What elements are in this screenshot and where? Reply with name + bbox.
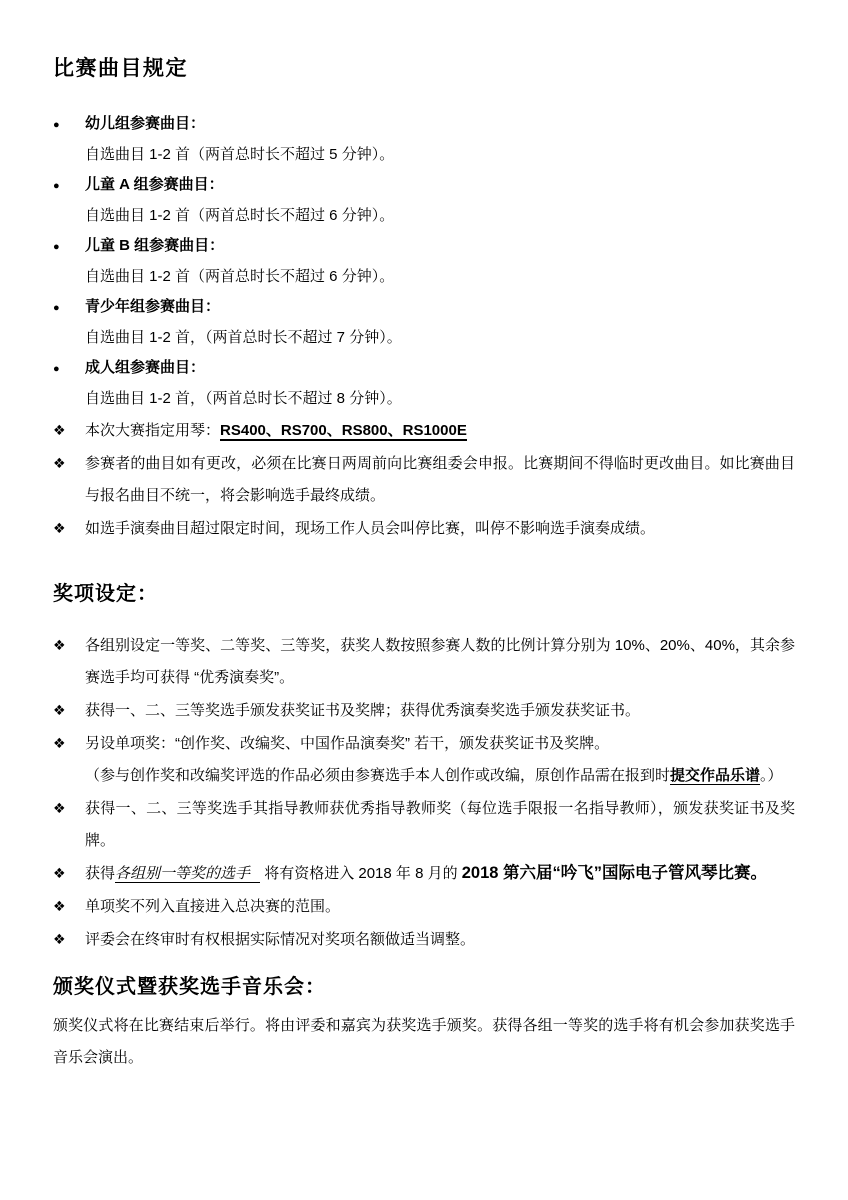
award-special-row — [53, 727, 795, 760]
note-designated-instruments — [53, 414, 795, 447]
note-text — [85, 415, 795, 447]
note-change-policy — [53, 447, 795, 512]
award-item-single-award — [53, 890, 795, 923]
award-text: 获得一、二、三等奖选手颁发获奖证书及奖牌；获得优秀演奏奖选手颁发获奖证书。 — [85, 702, 641, 719]
award-item-special — [53, 727, 795, 792]
bullet-diamond-icon: ❖ — [53, 520, 66, 536]
award-item-certificates — [53, 694, 795, 727]
group-item — [53, 231, 795, 292]
group-name: 青少年组参赛曲目： — [85, 298, 221, 315]
bullet-dot-icon: ● — [53, 119, 60, 131]
award-item-final-qualification — [53, 857, 795, 890]
group-detail: 自选曲目 1-2 首（两首总时长不超过 5 分钟）。 — [85, 146, 395, 163]
final-mid: 将有资格进入 2018 年 8 月的 — [260, 865, 462, 882]
page-title: 比赛曲目规定 — [53, 57, 188, 80]
award-text: 另设单项奖：“创作奖、改编奖、中国作品演奏奖” 若干，颁发获奖证书及奖牌。 — [85, 735, 610, 752]
ceremony-heading: 颁奖仪式暨获奖选手音乐会： — [53, 976, 326, 998]
award-special-note — [53, 760, 795, 792]
group-name-row — [53, 292, 795, 323]
note-text: 参赛者的曲目如有更改，必须在比赛日两周前向比赛组委会申报。比赛期间不得临时更改曲目。如比赛曲目与报名曲目不统一，将会影响选手最终成绩。 — [85, 455, 795, 504]
special-note-pre: （参与创作奖和改编奖评选的作品必须由参赛选手本人创作或改编，原创作品需在报到时 — [85, 767, 671, 784]
note-text: 如选手演奏曲目超过限定时间，现场工作人员会叫停比赛，叫停不影响选手演奏成绩。 — [85, 520, 656, 537]
award-text — [85, 857, 795, 890]
group-item — [53, 109, 795, 170]
awards-heading: 奖项设定： — [53, 583, 158, 605]
ceremony-body: 颁奖仪式将在比赛结束后举行。将由评委和嘉宾为获奖选手颁奖。获得各组一等奖的选手将有机会参加获奖选手音乐会演出。 — [53, 1017, 795, 1066]
group-name-row — [53, 353, 795, 384]
group-name-row — [53, 109, 795, 140]
group-name: 儿童 A 组参赛曲目： — [85, 176, 224, 193]
bullet-diamond-icon: ❖ — [53, 865, 66, 881]
bullet-dot-icon: ● — [53, 180, 60, 192]
award-text: 评委会在终审时有权根据实际情况对奖项名额做适当调整。 — [85, 931, 476, 948]
group-detail: 自选曲目 1-2 首（两首总时长不超过 6 分钟）。 — [85, 207, 395, 224]
bullet-diamond-icon: ❖ — [53, 637, 66, 653]
note-overtime-policy — [53, 512, 795, 545]
final-pre: 获得 — [85, 865, 116, 882]
award-text: 各组别设定一等奖、二等奖、三等奖，获奖人数按照参赛人数的比例计算分别为 10%、20%、40%，其余参赛选手均可获得 “优秀演奏奖”。 — [85, 637, 795, 686]
bullet-dot-icon: ● — [53, 302, 60, 314]
group-name-row — [53, 170, 795, 201]
bullet-dot-icon: ● — [53, 241, 60, 253]
group-detail: 自选曲目 1-2 首（两首总时长不超过 6 分钟）。 — [85, 268, 395, 285]
award-text: 单项奖不列入直接进入总决赛的范围。 — [85, 898, 341, 915]
bullet-diamond-icon: ❖ — [53, 735, 66, 751]
bullet-diamond-icon: ❖ — [53, 455, 66, 471]
designated-prefix: 本次大赛指定用琴： — [85, 422, 221, 439]
designated-models: RS400、RS700、RS800、RS1000E — [220, 422, 467, 439]
bullet-diamond-icon: ❖ — [53, 800, 66, 816]
group-name: 幼儿组参赛曲目： — [85, 115, 206, 132]
bullet-diamond-icon: ❖ — [53, 898, 66, 914]
group-item — [53, 170, 795, 231]
award-item-tiers — [53, 629, 795, 694]
bullet-diamond-icon: ❖ — [53, 702, 66, 718]
award-item-teacher — [53, 792, 795, 857]
first-prize-winners-emphasis: 各组别一等奖的选手 — [115, 865, 260, 883]
submit-score-emphasis: 提交作品乐谱 — [670, 767, 761, 784]
group-name: 儿童 B 组参赛曲目： — [85, 237, 225, 254]
group-name: 成人组参赛曲目： — [85, 359, 206, 376]
award-text: 获得一、二、三等奖选手其指导教师获优秀指导教师奖（每位选手限报一名指导教师），颁发获奖证书及奖牌。 — [85, 800, 795, 849]
bullet-diamond-icon: ❖ — [53, 422, 66, 438]
award-item-jury — [53, 923, 795, 956]
group-detail: 自选曲目 1-2 首，（两首总时长不超过 7 分钟）。 — [85, 329, 402, 346]
special-note-post: 。） — [760, 767, 783, 784]
group-list — [53, 109, 795, 414]
group-detail: 自选曲目 1-2 首，（两首总时长不超过 8 分钟）。 — [85, 390, 402, 407]
bullet-dot-icon: ● — [53, 363, 60, 375]
bullet-diamond-icon: ❖ — [53, 931, 66, 947]
group-item — [53, 292, 795, 353]
group-item — [53, 353, 795, 414]
final-event-name: 2018 第六届“吟飞”国际电子管风琴比赛。 — [461, 864, 768, 882]
group-name-row — [53, 231, 795, 262]
